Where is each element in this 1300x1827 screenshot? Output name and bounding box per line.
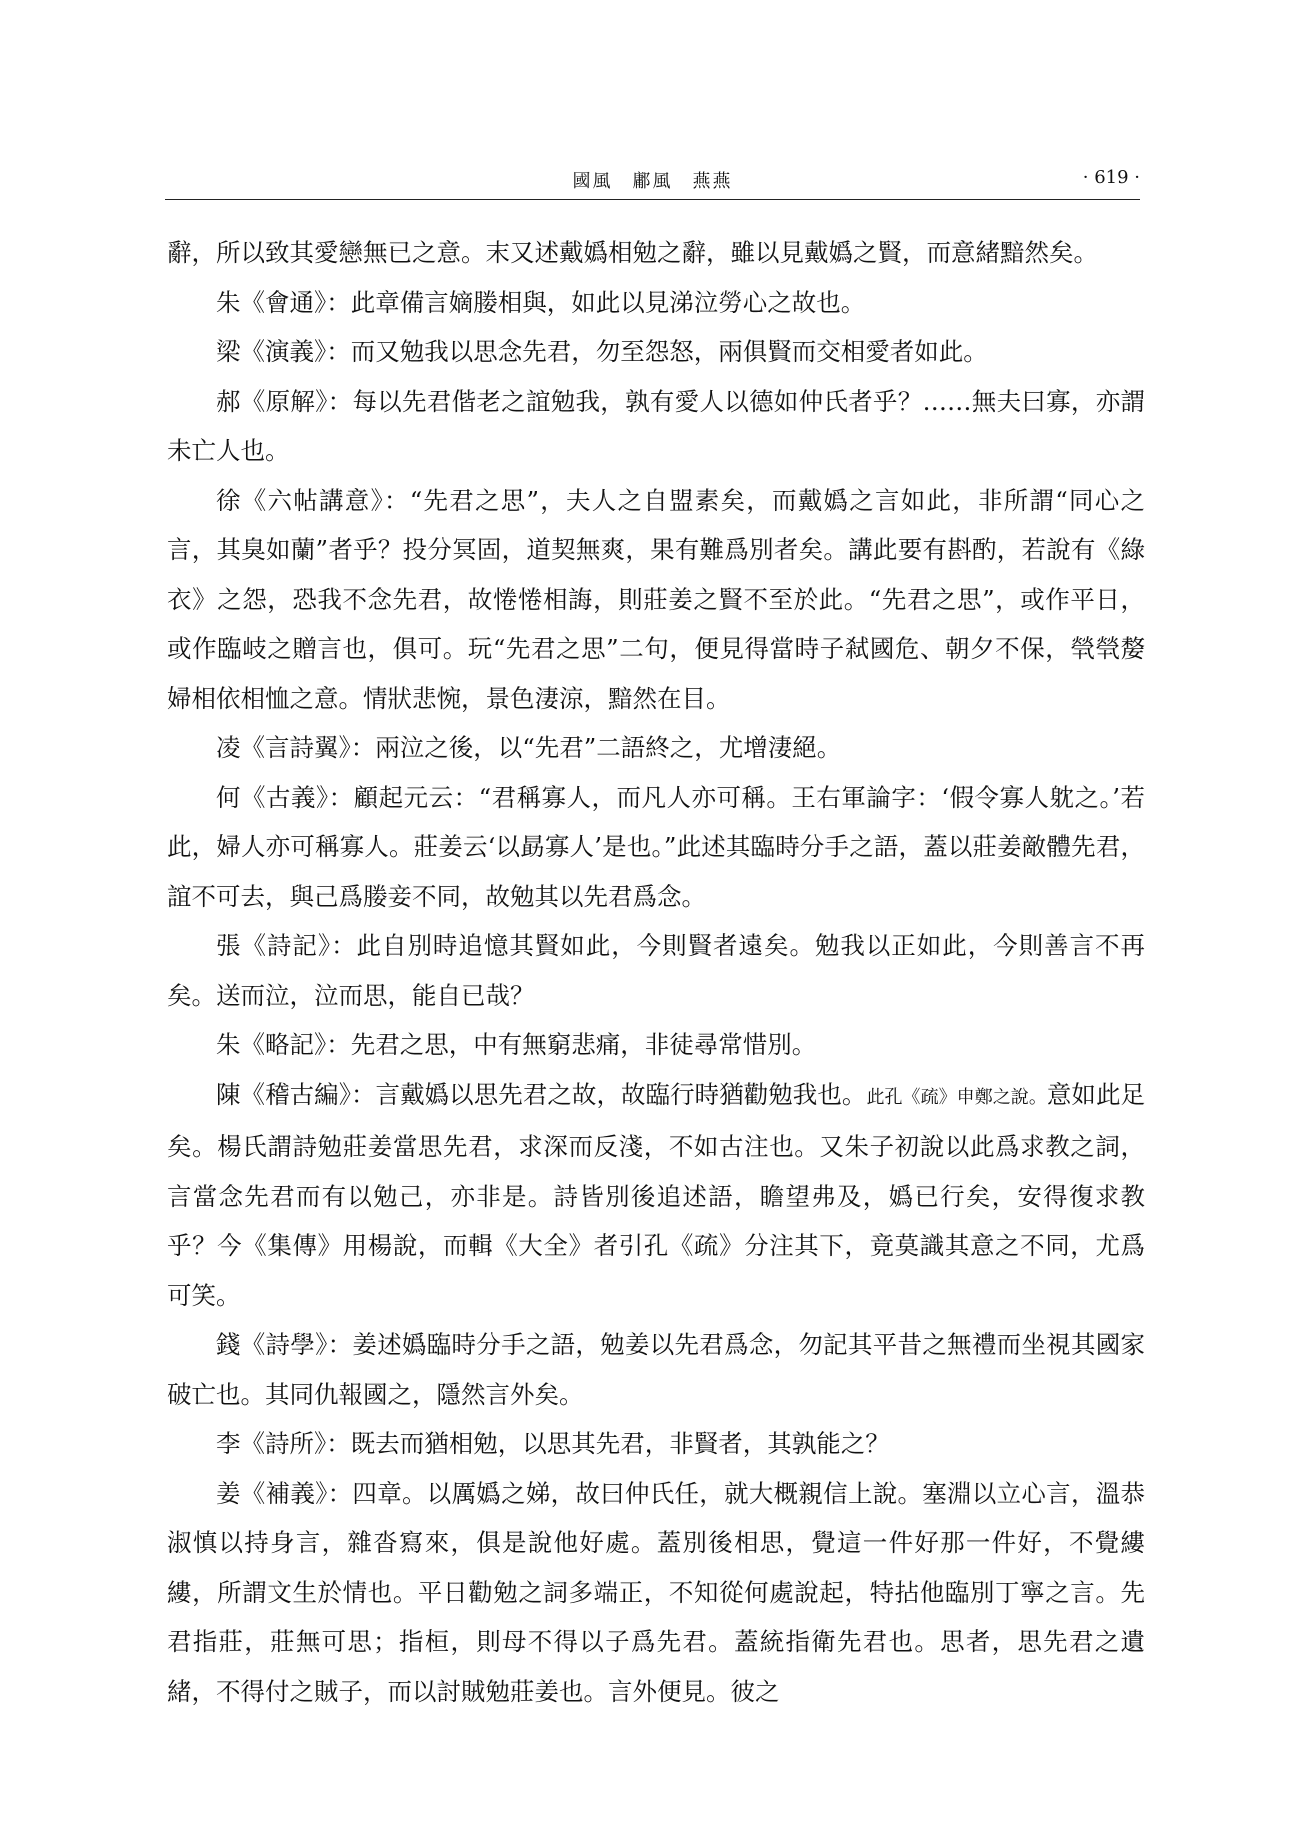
running-header-title: 國風 鄘風 燕燕 <box>572 171 733 192</box>
commentary-chen-jiguobian <box>167 1070 1145 1321</box>
commentary-liang-yanyi: 梁《演義》：而又勉我以思念先君，勿至怨怒，兩俱賢而交相愛者如此。 <box>216 337 988 366</box>
commentary-zhu-lueji: 朱《略記》：先君之思，中有無窮悲痛，非徒尋常惜別。 <box>216 1030 817 1059</box>
commentary-ling-yanshiyi: 凌《言詩翼》：兩泣之後，以“先君”二語終之，尤增淒絕。 <box>216 733 842 762</box>
commentary-he-guyi: 何《古義》：顧起元云：“君稱寡人，而凡人亦可稱。王右軍論字：‘假令寡人躭之。’若此，婦人亦可稱寡人。莊姜云‘以勗寡人’是也。”此述其臨時分手之語，蓋以莊姜敵體先君，誼不可去，與己爲媵妾不同，故勉其以先君爲念。 <box>167 782 1145 911</box>
page-number: · 619 · <box>1082 167 1140 188</box>
commentary-text-continued: 意如此足矣。楊氏謂詩勉莊姜當思先君，求深而反淺，不如古注也。又朱子初說以此爲求教之詞，言當念先君而有以勉己，亦非是。詩皆別後追述語，瞻望弗及，嬀已行矣，安得復求教乎？今《集傳》用楊說，而輯《大全》者引孔《疏》分注其下，竟莫識其意之不同，尤爲可笑。 <box>167 1079 1146 1310</box>
commentary-qian-shixue: 錢《詩學》：姜述嬀臨時分手之語，勉姜以先君爲念，勿記其平昔之無禮而坐視其國家破亡也。其同仇報國之，隱然言外矣。 <box>167 1330 1145 1409</box>
commentary-hao-yuanjie: 郝《原解》：每以先君偕老之誼勉我，孰有愛人以德如仲氏者乎？……無夫曰寡，亦謂未亡人也。 <box>167 386 1145 465</box>
commentary-xu-liutie: 徐《六帖講意》：“先君之思”，夫人之自盟素矣，而戴嬀之言如此，非所謂“同心之言，其臭如蘭”者乎？投分冥固，道契無爽，果有難爲別者矣。講此要有斟酌，若說有《綠衣》之怨，恐我不念先君，故惓惓相誨，則莊姜之賢不至於此。“先君之思”，或作平日，或作臨岐之贈言也，俱可。玩“先君之思”二句，便見得當時子弒國危、朝夕不保，煢煢嫠婦相依相恤之意。情狀悲惋，景色淒涼，黯然在目。 <box>167 485 1145 713</box>
page-body <box>167 228 1145 1716</box>
commentary-jiang-buyi: 姜《補義》：四章。以厲嬀之娣，故曰仲氏任，就大概親信上說。塞淵以立心言，溫恭淑慎以持身言，雜沓寫來，俱是說他好處。蓋別後相思，覺這一件好那一件好，不覺縷縷，所謂文生於情也。平日勸勉之詞多端正，不知從何處說起，特拈他臨別丁寧之言。先君指莊，莊無可思；指桓，則母不得以子爲先君。蓋統指衛先君也。思者，思先君之遺緒，不得付之賊子，而以討賊勉莊姜也。言外便見。彼之 <box>167 1478 1145 1706</box>
commentary-text: 陳《稽古編》：言戴嬀以思先君之故，故臨行時猶勸勉我也。 <box>216 1079 867 1109</box>
commentary-zhang-shiji: 張《詩記》：此自別時追憶其賢如此，今則賢者遠矣。勉我以正如此，今則善言不再矣。送而泣，泣而思，能自已哉？ <box>167 931 1145 1010</box>
commentary-li-shisuo: 李《詩所》：既去而猶相勉，以思其先君，非賢者，其孰能之？ <box>216 1429 890 1458</box>
paragraph-continuation: 辭，所以致其愛戀無已之意。末又述戴嬀相勉之辭，雖以見戴嬀之賢，而意緒黯然矣。 <box>167 238 1098 267</box>
page-header <box>165 155 1140 200</box>
header-rule <box>165 199 1140 200</box>
inline-annotation: 此孔《疏》申鄭之說。 <box>866 1086 1047 1108</box>
commentary-zhu-huitong: 朱《會通》：此章備言嫡媵相與，如此以見涕泣勞心之故也。 <box>216 287 866 317</box>
